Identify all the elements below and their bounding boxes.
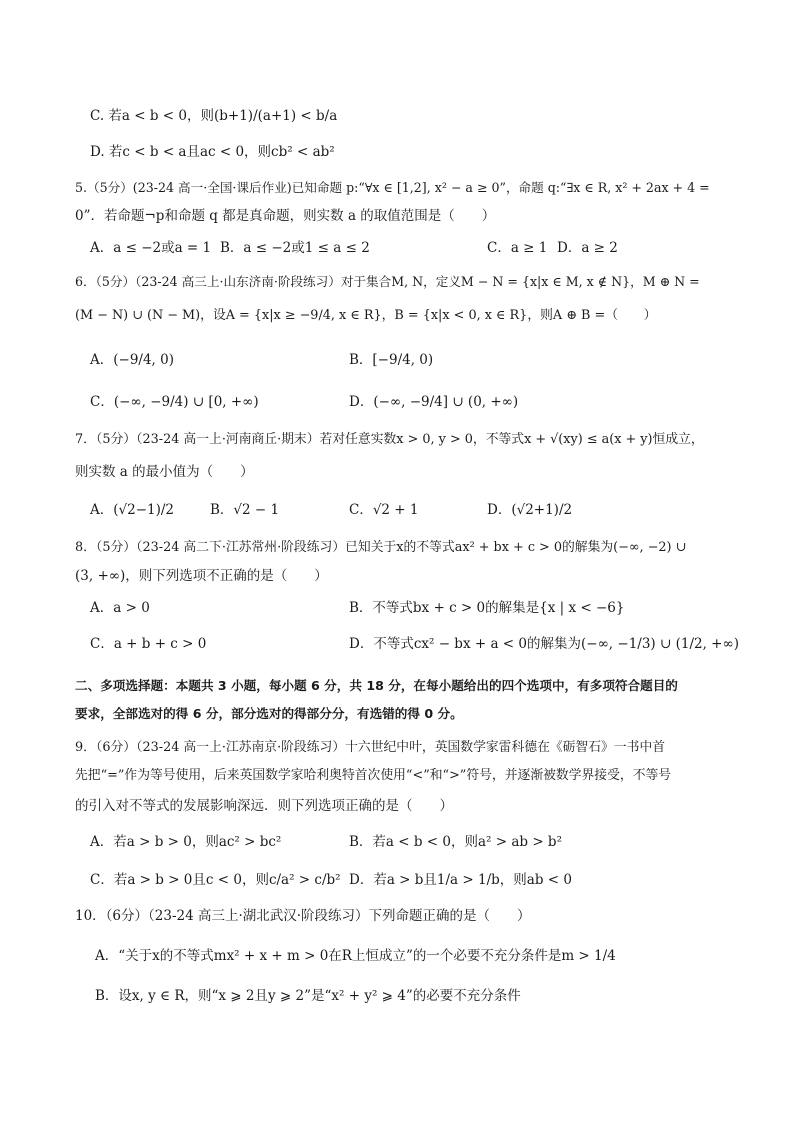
question-6-line-1: 6．（5分）（23-24 高三上·山东济南·阶段练习）对于集合M, N，定义M − N = {x|x ∈ M, x ∉ N}，M ⊕ N = xyxy=(75,274,700,289)
question-6-option-c: C．(−∞, −9/4) ∪ [0, +∞) xyxy=(90,394,259,410)
question-10-option-b: B．设x, y ∈ R，则“x ⩾ 2且y ⩾ 2”是“x² + y² ⩾ 4”的必要不充分条件 xyxy=(95,988,521,1004)
question-5-option-a: A．a ≤ −2或a = 1 xyxy=(90,240,212,256)
question-6-option-d: D．(−∞, −9/4] ∪ (0, +∞) xyxy=(349,394,519,410)
question-6-option-a: A．(−9/4, 0) xyxy=(90,352,174,368)
question-7-line-2: 则实数 a 的最小值为（ ） xyxy=(75,464,254,480)
question-9-line-2: 先把“=”作为等号使用，后来英国数学家哈利奥特首次使用“<”和“>”符号，并逐渐被数学界接受，不等号 xyxy=(75,768,672,783)
question-7-option-c: C．√2 + 1 xyxy=(349,502,419,518)
section-2-heading-line-1: 二、多项选择题：本题共 3 小题，每小题 6 分，共 18 分，在每小题给出的四个选项中，有多项符合题目的 xyxy=(75,678,678,693)
question-5-option-c: C．a ≥ 1 xyxy=(487,240,548,256)
question-6-option-b: B．[−9/4, 0) xyxy=(349,352,434,368)
question-7-option-b: B．√2 − 1 xyxy=(210,502,280,518)
question-9-option-d: D．若a > b且1/a > 1/b，则ab < 0 xyxy=(349,872,572,888)
question-8-option-d: D．不等式cx² − bx + a < 0的解集为(−∞, −1/3) ∪ (1/2, +∞) xyxy=(349,636,739,652)
question-8-option-b: B．不等式bx + c > 0的解集是{x | x < −6} xyxy=(349,600,625,616)
question-9-line-3: 的引入对不等式的发展影响深远．则下列选项正确的是（ ） xyxy=(75,798,453,814)
question-9-option-b: B．若a < b < 0，则a² > ab > b² xyxy=(349,834,562,850)
question-7-line-1: 7．（5分）（23-24 高一上·河南商丘·期末）若对任意实数x > 0, y > 0，不等式x + √(xy) ≤ a(x + y)恒成立， xyxy=(75,432,704,447)
question-5-line-2: 0”．若命题¬p和命题 q 都是真命题，则实数 a 的取值范围是（ ） xyxy=(75,208,496,224)
question-9-option-c: C．若a > b > 0且c < 0，则c/a² > c/b² xyxy=(90,872,341,888)
option-c-previous: C. 若a < b < 0，则(b+1)/(a+1) < b/a xyxy=(90,108,338,124)
question-10-option-a: A．“关于x的不等式mx² + x + m > 0在R上恒成立”的一个必要不充分条件是m > 1/4 xyxy=(95,948,616,964)
section-2-heading-line-2: 要求，全部选对的得 6 分，部分选对的得部分分，有选错的得 0 分。 xyxy=(75,706,463,721)
question-6-line-2: (M − N) ∪ (N − M)，设A = {x|x ≥ −9/4, x ∈ R}，B = {x|x < 0, x ∈ R}，则A ⊕ B =（ ） xyxy=(75,308,657,323)
question-8-line-1: 8．（5分）（23-24 高二下·江苏常州·阶段练习）已知关于x的不等式ax² + bx + c > 0的解集为(−∞, −2) ∪ xyxy=(75,540,687,555)
question-7-option-d: D．(√2+1)/2 xyxy=(487,502,573,518)
option-d-previous: D. 若c < b < a且ac < 0，则cb² < ab² xyxy=(90,144,335,160)
question-5-option-b: B．a ≤ −2或1 ≤ a ≤ 2 xyxy=(220,240,370,256)
question-9-option-a: A．若a > b > 0，则ac² > bc² xyxy=(90,834,282,850)
question-5-option-d: D．a ≥ 2 xyxy=(557,240,618,256)
question-9-line-1: 9．（6分）（23-24 高一上·江苏南京·阶段练习）十六世纪中叶，英国数学家雷科德在《砺智石》一书中首 xyxy=(75,740,666,755)
question-10-line-1: 10．（6分）（23-24 高三上·湖北武汉·阶段练习）下列命题正确的是（ ） xyxy=(75,908,531,924)
question-5-line-1: 5.（5分）(23-24 高一·全国·课后作业)已知命题 p:“∀x ∈ [1,2], x² − a ≥ 0”，命题 q:“∃x ∈ R, x² + 2ax + 4 = xyxy=(75,180,710,195)
question-8-line-2: (3, +∞)，则下列选项不正确的是（ ） xyxy=(75,568,328,584)
question-7-option-a: A．(√2−1)/2 xyxy=(90,502,175,518)
question-8-option-a: A．a > 0 xyxy=(90,600,150,616)
question-8-option-c: C．a + b + c > 0 xyxy=(90,636,207,652)
